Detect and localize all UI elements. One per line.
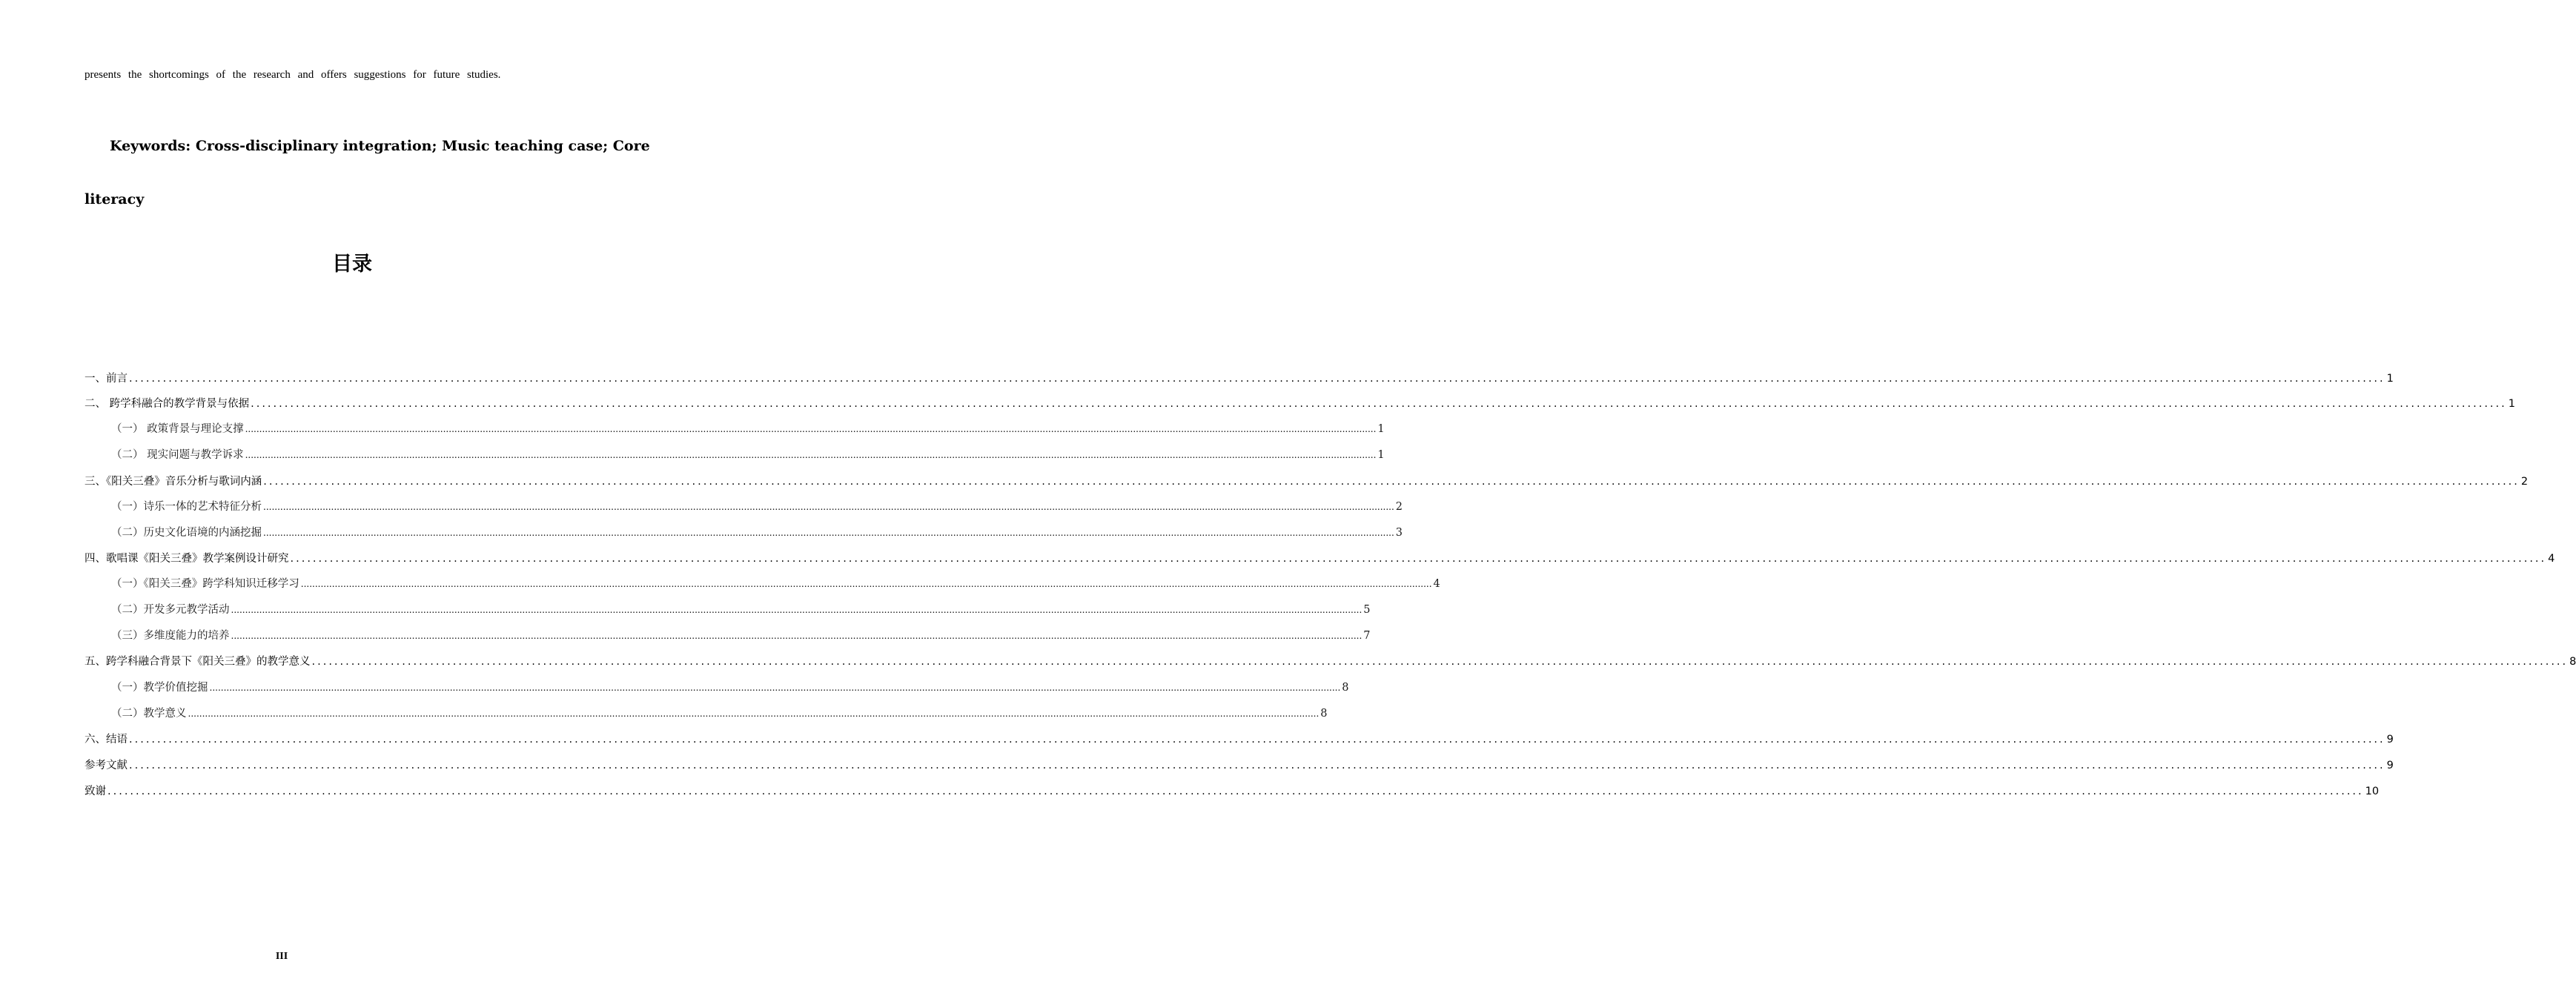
toc-entry[interactable] [111, 628, 1371, 643]
toc-entry-page-number: 4 [2548, 553, 2555, 565]
keywords-line-2: literacy [85, 191, 145, 208]
toc-entry-label: （二）教学意义 [111, 708, 187, 720]
toc-entry[interactable] [111, 602, 1371, 617]
toc-entry[interactable] [111, 680, 1349, 695]
toc-entry-page-number: 3 [1395, 527, 1403, 539]
toc-entry-page-number: 8 [1342, 682, 1349, 694]
toc-entry[interactable] [85, 732, 2394, 747]
toc-entry-page-number: 1 [1377, 423, 1385, 435]
toc-entry-label: 三、《阳关三叠》音乐分析与歌词内涵 [85, 476, 262, 488]
toc-dot-leader: ................................................................................................................................................................................................................................................................................................................................................................................................................ [311, 656, 2569, 668]
toc-entry-page-number: 8 [2569, 656, 2576, 668]
keywords-block [85, 119, 650, 227]
toc-entry[interactable] [85, 551, 2555, 566]
toc-entry-page-number: 9 [2386, 760, 2394, 771]
toc-entry-label: 六、结语 [85, 734, 128, 746]
toc-dot-leader: ................................................................................................................................................................................................................................................................................................................................................................................................................ [231, 605, 1363, 615]
toc-dot-leader: ................................................................................................................................................................................................................................................................................................................................................................................................................ [290, 553, 2547, 565]
toc-entry-page-number: 7 [1363, 630, 1371, 642]
toc-entry-label: 四、歌唱课《阳关三叠》教学案例设计研究 [85, 553, 289, 565]
toc-entry[interactable] [85, 474, 2529, 489]
toc-dot-leader: ................................................................................................................................................................................................................................................................................................................................................................................................................ [188, 708, 1320, 719]
toc-dot-leader: ................................................................................................................................................................................................................................................................................................................................................................................................................ [245, 450, 1377, 460]
toc-entry-label: （一）《阳关三叠》跨学科知识迁移学习 [111, 578, 299, 590]
toc-entry[interactable] [111, 525, 1403, 540]
toc-entry-label: 二、 跨学科融合的教学背景与依据 [85, 398, 250, 410]
toc-entry-label: （一） 政策背景与理论支撑 [111, 423, 244, 435]
toc-entry-page-number: 2 [2520, 476, 2529, 488]
toc-entry-label: 一、前言 [85, 373, 128, 385]
toc-entry-page-number: 9 [2386, 734, 2394, 746]
abstract-tail-text: presents the shortcomings of the research and offers suggestions for future studies. [85, 69, 501, 81]
toc-dot-leader: ................................................................................................................................................................................................................................................................................................................................................................................................................ [300, 579, 1432, 589]
toc-entry-label: （二） 现实问题与教学诉求 [111, 449, 244, 461]
toc-entry-label: 致谢 [85, 786, 106, 797]
toc-entry[interactable] [111, 706, 1328, 721]
toc-entry-page-number: 2 [1395, 501, 1403, 513]
toc-dot-leader: ................................................................................................................................................................................................................................................................................................................................................................................................................ [209, 683, 1341, 693]
toc-entry-page-number: 1 [2386, 373, 2394, 385]
toc-entry[interactable] [111, 577, 1440, 591]
toc-entry-label: （一）诗乐一体的艺术特征分析 [111, 501, 262, 513]
toc-entry-label: （二）历史文化语境的内涵挖掘 [111, 527, 262, 539]
toc-entry[interactable] [85, 758, 2394, 773]
page-number-footer: III [275, 951, 288, 962]
toc-dot-leader: ................................................................................................................................................................................................................................................................................................................................................................................................................ [263, 502, 1394, 512]
toc-title: 目录 [332, 253, 372, 276]
toc-dot-leader: ................................................................................................................................................................................................................................................................................................................................................................................................................ [263, 528, 1394, 538]
toc-entry-page-number: 1 [1377, 449, 1385, 461]
toc-entry-label: 五、跨学科融合背景下《阳关三叠》的教学意义 [85, 656, 311, 668]
toc-dot-leader: ................................................................................................................................................................................................................................................................................................................................................................................................................ [129, 734, 2385, 746]
toc-entry[interactable] [85, 784, 2380, 799]
toc-dot-leader: ................................................................................................................................................................................................................................................................................................................................................................................................................ [129, 373, 2385, 385]
toc-dot-leader: ................................................................................................................................................................................................................................................................................................................................................................................................................ [245, 424, 1377, 434]
toc-entry-page-number: 10 [2365, 786, 2380, 797]
toc-entry-page-number: 4 [1433, 578, 1440, 590]
toc-entry[interactable] [111, 448, 1385, 462]
toc-dot-leader: ................................................................................................................................................................................................................................................................................................................................................................................................................ [251, 398, 2507, 410]
toc-dot-leader: ................................................................................................................................................................................................................................................................................................................................................................................................................ [129, 760, 2385, 771]
toc-entry[interactable] [111, 422, 1385, 436]
toc-entry-page-number: 5 [1363, 604, 1371, 616]
toc-entry-page-number: 8 [1320, 708, 1328, 720]
toc-entry-page-number: 1 [2508, 398, 2515, 410]
toc-entry-label: （二）开发多元教学活动 [111, 604, 230, 616]
toc-entry[interactable] [111, 499, 1403, 514]
toc-entry-label: （三）多维度能力的培养 [111, 630, 230, 642]
toc-entry[interactable] [85, 654, 2576, 669]
toc-entry-label: （一）教学价值挖掘 [111, 682, 208, 694]
toc-entry[interactable] [85, 371, 2394, 386]
keywords-line-1: Keywords: Cross-disciplinary integration; Music teaching case; Core [110, 138, 650, 154]
toc-dot-leader: ................................................................................................................................................................................................................................................................................................................................................................................................................ [231, 631, 1363, 641]
toc-dot-leader: ................................................................................................................................................................................................................................................................................................................................................................................................................ [107, 786, 2364, 797]
toc-entry[interactable] [85, 396, 2515, 411]
toc-entry-label: 参考文献 [85, 760, 128, 771]
toc-dot-leader: ................................................................................................................................................................................................................................................................................................................................................................................................................ [263, 476, 2520, 488]
